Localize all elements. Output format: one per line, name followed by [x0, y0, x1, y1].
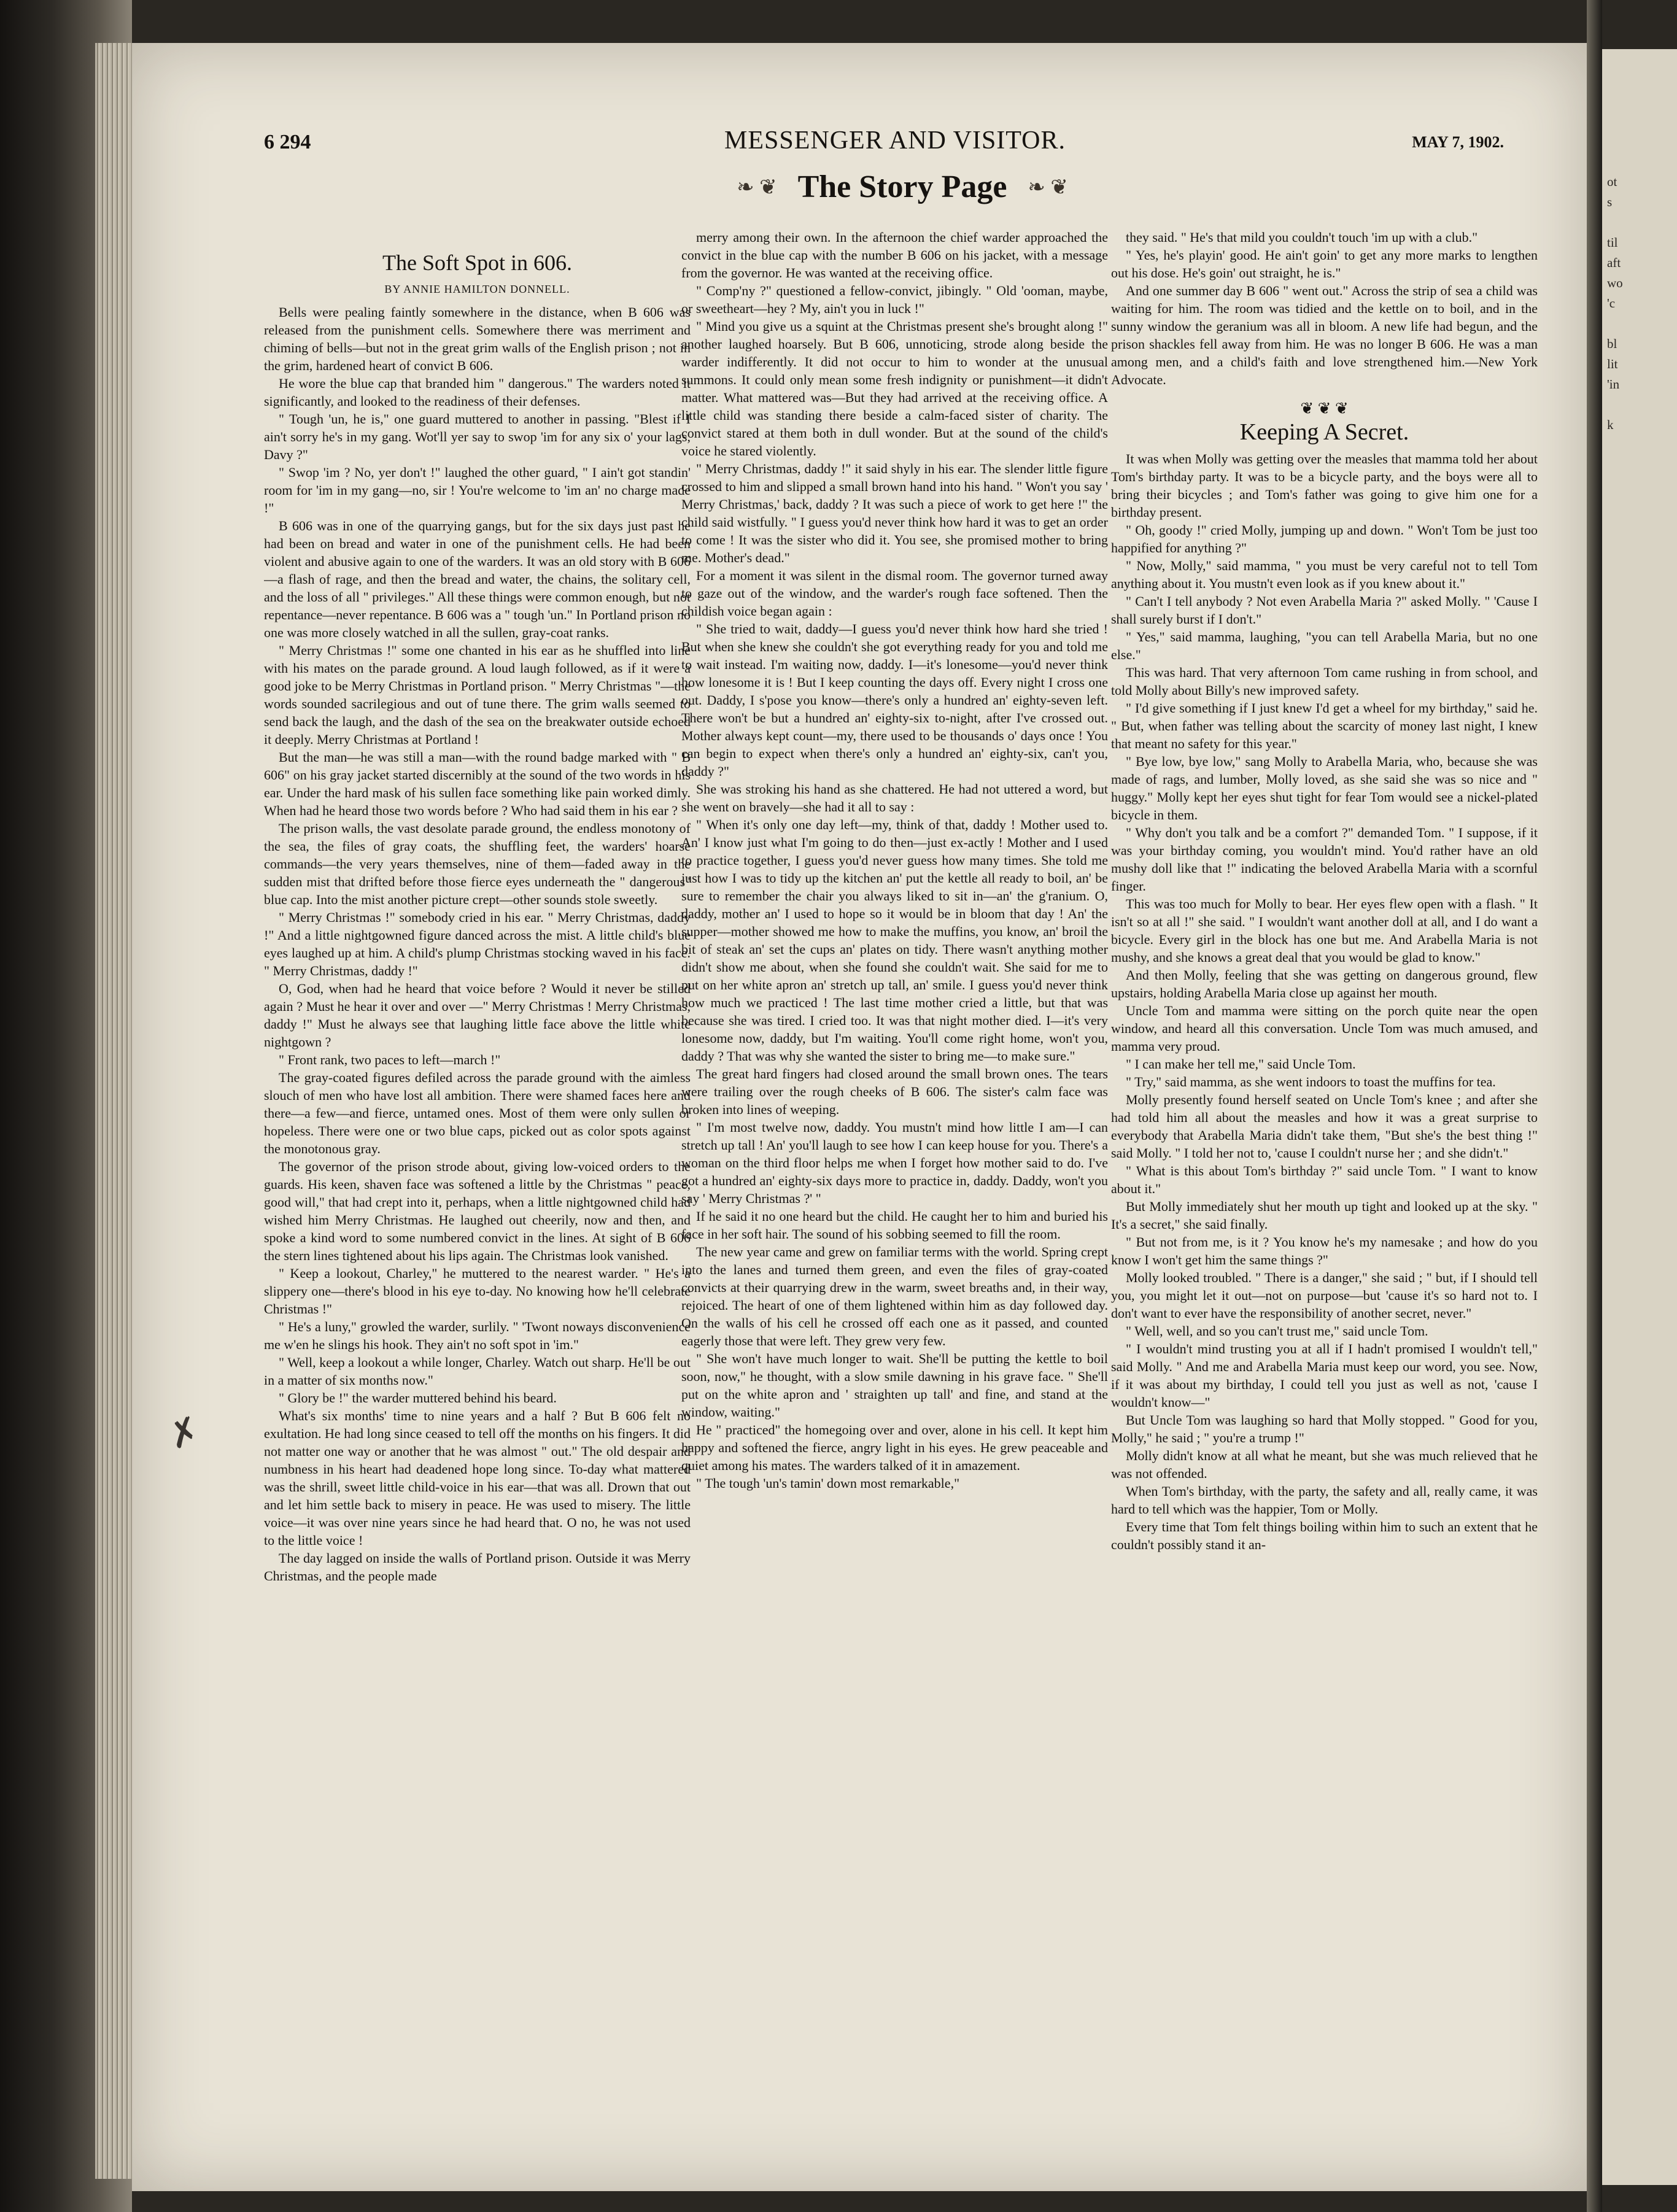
paragraph: The new year came and grew on familiar terms with the world. Spring crept into the lanes and turned them green, and even the files of gray-coated convicts at their quarrying drew in the warm, sweet breaths and, in their way, rejoiced. The heart of one of them lightened within him as day followed day. On the walls of his cell he crossed off each one as it passed, and counted eagerly those that were left. They grew very few.: [681, 1244, 1108, 1348]
paragraph: " Bye low, bye low," sang Molly to Arabella Maria, who, because she was made of rags, and lumber, Molly loved, as she said she was so nice and " huggy." Molly kept her eyes shut tight for fear Tom would see a nickel-plated bicycle in them.: [1111, 754, 1538, 822]
paragraph: " Yes," said mamma, laughing, "you can tell Arabella Maria, but no one else.": [1111, 629, 1538, 662]
book-binding: [0, 0, 132, 2212]
paragraph: " He's a luny," growled the warder, surlily. " 'Twont noways disconvenience me w'en he slings his hook. They ain't no soft spot in 'im.": [264, 1319, 691, 1352]
paragraph: Bells were pealing faintly somewhere in the distance, when B 606 was released from the punishment cells. Somewhere there was merriment and chiming of bells—but not in the great grim walls of the English prison ; not in the grim, hardened heart of convict B 606.: [264, 304, 691, 373]
paragraph: " But not from me, is it ? You know he's my namesake ; and how do you know I won't get him the same things ?": [1111, 1234, 1538, 1267]
adjacent-page-text: [1602, 49, 1677, 435]
issue-date: MAY 7, 1902.: [1412, 133, 1504, 151]
paragraph: This was hard. That very afternoon Tom came rushing in from school, and told Molly about Billy's new improved safety.: [1111, 665, 1538, 698]
paragraph: " Merry Christmas !" somebody cried in his ear. " Merry Christmas, daddy !" And a little nightgowned figure danced across the mist. A little child's blue eyes laughed up at him. A child's plump Christmas stocking waved in his face. " Merry Christmas, daddy !": [264, 910, 691, 978]
paragraph: " Yes, he's playin' good. He ain't goin' to get any more marks to lengthen out his dose. He's goin' out straight, he is.": [1111, 247, 1538, 280]
column-2: [681, 228, 1108, 2162]
fragment-line: 'c: [1607, 296, 1616, 311]
paragraph: " I can make her tell me," said Uncle Tom.: [1126, 1056, 1356, 1072]
paragraph: " I'd give something if I just knew I'd get a wheel for my birthday," said he. " But, when father was telling about the scarcity of money last night, I knew that meant no safety for this year.": [1111, 700, 1538, 751]
page-number: 6 294: [264, 131, 311, 153]
paragraph: " When it's only one day left—my, think of that, daddy ! Mother used to. An' I know just what I'm going to do then—just ex-actly ! Mother and I used to practice together, I guess you'd never guess how many times. She told me just how I was to tidy up the kitchen an' put the kettle all ready to boil, an' be sure to remember the chair you always liked to sit in—an' the g'ranium. O, daddy, mother an' I used to hope so it would be in bloom that day ! An' the supper—mother showed me how to make the muffins, you know, an' broil the bit of steak an' set the cups an' plates on tidy. There wasn't anything mother didn't show me about, when she found she couldn't wait. She said for me to put on her white apron an' stretch up tall, an' smile. I guess you'd never think how much we practiced ! The last time mother cried a little, but that was because she was tired. I cried too. It was that night mother died. I—it's very lonesome now, daddy, but I'm waiting. You'll come right home, won't you, daddy ? That was why she wanted the sister to bring me—to make sure.": [681, 817, 1108, 1064]
paragraph: He wore the blue cap that branded him " dangerous." The warders noted it significantly, and looked to the readiness of their defenses.: [264, 376, 691, 409]
fragment-line: aft: [1607, 255, 1621, 270]
paragraph: When Tom's birthday, with the party, the safety and all, really came, it was hard to tell which was the happier, Tom or Molly.: [1111, 1483, 1538, 1517]
paragraph: " Merry Christmas, daddy !" it said shyly in his ear. The slender little figure crossed to him and slipped a small brown hand into his hand. " Won't you say ' Merry Christmas,' back, daddy ? It was such a piece of work to get here !" the child said wistfully. " I guess you'd never think how hard it was to get an order to come ! It was the sister who did it. You see, she promised mother to bring me. Mother's dead.": [681, 461, 1108, 565]
column-1: [264, 252, 691, 2185]
paragraph: And then Molly, feeling that she was getting on dangerous ground, flew upstairs, holding Arabella Maria close up against her mouth.: [1111, 967, 1538, 1000]
paragraph: And one summer day B 606 " went out." Across the strip of sea a child was waiting for him. The room was tidied and the kettle on to boil, and in the sunny window the geranium was all in bloom. A new life had begun, and the prison shackles fell away from him. He was no longer B 606. He was a man among men, and a child's faith and love strengthened him.—New York Advocate.: [1111, 283, 1538, 387]
fragment-line: s: [1607, 195, 1613, 209]
story-title: Keeping A Secret.: [1239, 419, 1409, 445]
paragraph: " Well, keep a lookout a while longer, Charley. Watch out sharp. He'll be out in a matter of six months now.": [264, 1355, 691, 1388]
fragment-line: bl: [1607, 336, 1617, 351]
story-byline: BY ANNIE HAMILTON DONNELL.: [384, 283, 570, 295]
section-heading: [675, 169, 1129, 218]
paragraph: " Comp'ny ?" questioned a fellow-convict, jibingly. " Old 'ooman, maybe, or sweetheart—hey ? My, ain't you in luck !": [681, 283, 1108, 316]
column-3-body: [1111, 228, 1538, 389]
fragment-line: til: [1607, 235, 1618, 250]
paragraph: The day lagged on inside the walls of Portland prison. Outside it was Merry Christmas, and the people made: [264, 1550, 691, 1584]
page-edges: [95, 43, 132, 2179]
paragraph: The gray-coated figures defiled across the parade ground with the aimless slouch of men who have lost all ambition. There were shamed faces here and there—a few—and fierce, untamed ones. Most of them were only sullen or hopeless. There were one or two blue caps, picked out as color spots against the monotonous gray.: [264, 1070, 691, 1156]
fragment-line: [1607, 212, 1677, 233]
masthead: MESSENGER AND VISITOR.: [724, 126, 1066, 155]
paragraph: She was stroking his hand as she chattered. He had not uttered a word, but she went on bravely—she had it all to say :: [681, 781, 1108, 814]
paragraph: " She won't have much longer to wait. She'll be putting the kettle to boil soon, now," he thought, with a slow smile dawning in his grave face. " She'll put on the white apron and ' straighten up tall' and fine, and stand at the window, waiting.": [681, 1351, 1108, 1420]
paragraph: The great hard fingers had closed around the small brown ones. The tears were trailing over the rough cheeks of B 606. The sister's calm face was broken into lines of weeping.: [681, 1066, 1108, 1117]
column-1-body: [264, 303, 691, 1585]
fragment-line: [1607, 314, 1677, 334]
paragraph: The governor of the prison strode about, giving low-voiced orders to the guards. His keen, shaven face was softened a little by the Christmas " peace, good will," that had crept into it, perhaps, when a little nightgowned child had wished him Merry Christmas. He laughed out cheerily, now and then, and spoke a kind word to some numbered convict in the lines. At sight of B 606 the stern lines tightened about his lips again. The Christmas look vanished.: [264, 1159, 691, 1263]
paragraph: " Mind you give us a squint at the Christmas present she's brought along !" another laughed hoarsely. But B 606, unnoticing, strode along beside the warder indifferently. It did not occur to him to wonder at the unusual summons. It could only mean some fresh indignity or punishment—it didn't matter. What mattered was—But they had arrived at the receiving office. A little child was standing there beside a calm-faced sister of charity. The convict stared at them both in dull wonder. But at the sound of the child's voice he stared violently.: [681, 319, 1108, 458]
paragraph: " Tough 'un, he is," one guard muttered to another in passing. "Blest if I ain't sorry he's in my gang. Wot'll yer say to swop 'im for any six o' your lags, Davy ?": [264, 411, 691, 462]
paragraph: Molly didn't know at all what he meant, but she was much relieved that he was not offended.: [1111, 1448, 1538, 1481]
fragment-line: ot: [1607, 174, 1617, 189]
paragraph: But Molly immediately shut her mouth up tight and looked up at the sky. " It's a secret," she said finally.: [1111, 1199, 1538, 1232]
column-2-body: [681, 228, 1108, 1492]
adjacent-page: [1602, 49, 1677, 2185]
paragraph: For a moment it was silent in the dismal room. The governor turned away to gaze out of the window, and the warder's rough face softened. Then the childish voice began again :: [681, 568, 1108, 619]
paragraph: It was when Molly was getting over the measles that mamma told her about Tom's birthday party. It was to be a bicycle party, and the boys were all to bring their bicycles ; and Tom's father was going to give him one for a birthday present.: [1111, 451, 1538, 520]
fragment-line: lit: [1607, 357, 1618, 371]
ornament-right-icon: ❧ ❦: [1028, 176, 1068, 199]
paragraph: B 606 was in one of the quarrying gangs, but for the six days just past he had been on bread and water in one of the punishment cells. He had been violent and abusive again to one of the warders. It was an old story with B 606—a flash of rage, and then the bread and water, the chains, the solitary cell, and the loss of all " privileges." All these things were common enough, but not repentance—never repentance. B 606 was a " tough 'un." In Portland prison no one was more closely watched in all the sullen, gray-coat ranks.: [264, 518, 691, 640]
paragraph: Molly presently found herself seated on Uncle Tom's knee ; and after she had told him all about the measles and how it was a great surprise to everybody that Arabella Maria didn't take them, "But she's the best thing !" said Molly. " I told her not to, 'cause I couldn't nurse her ; and she didn't.": [1111, 1092, 1538, 1161]
paragraph: " Oh, goody !" cried Molly, jumping up and down. " Won't Tom be just too happified for anything ?": [1111, 522, 1538, 555]
fragment-line: 'in: [1607, 377, 1620, 392]
paragraph: " I'm most twelve now, daddy. You mustn't mind how little I am—I can stretch up tall ! An' you'll laugh to see how I can keep house for you. There's a woman on the third floor helps me when I forget how mother said to do. I've got a hundred an' eighty-six days more to practice in, daddy. Daddy, won't you say ' Merry Christmas ?' ": [681, 1120, 1108, 1206]
paragraph: " I wouldn't mind trusting you at all if I hadn't promised I wouldn't tell," said Molly. " And me and Arabella Maria must keep our word, you see. Now, if it was about my birthday, I could tell you just as well as not, 'cause I wouldn't know—": [1111, 1341, 1538, 1410]
paragraph: But the man—he was still a man—with the round badge marked with " B 606" on his gray jacket started discernibly at the sound of the two words in his ear. Under the hard mask of his sullen face something like pain worked dimly. When had he heard those two words before ? Who had said them in his ear ?: [264, 749, 691, 818]
paragraph: Every time that Tom felt things boiling within him to such an extent that he couldn't possibly stand it an-: [1111, 1519, 1538, 1552]
paragraph: " Keep a lookout, Charley," he muttered to the nearest warder. " He's a slippery one—there's blood in his eye to-day. No knowing how he'll celebrate Christmas !": [264, 1266, 691, 1317]
paragraph: This was too much for Molly to bear. Her eyes flew open with a flash. " It isn't so at all !" she said. " I wouldn't want another doll at all, and I do want a bicycle. Every girl in the block has one but me. And Arabella Maria is not mushy, and she knows a great deal that you would be glad to know.": [1111, 896, 1538, 965]
paragraph: " Front rank, two paces to left—march !": [279, 1052, 501, 1067]
paragraph: But Uncle Tom was laughing so hard that Molly stopped. " Good for you, Molly," he said ; " you're a trump !": [1111, 1412, 1538, 1445]
paragraph: O, God, when had he heard that voice before ? Would it never be stilled again ? Must he hear it over and over —" Merry Christmas ! Merry Christmas, daddy !" Must he always see that laughing little face above the little white nightgown ?: [264, 981, 691, 1050]
story-2-body: [1111, 450, 1538, 1553]
paragraph: " Glory be !" the warder muttered behind his beard.: [279, 1390, 557, 1406]
paragraph: " Well, well, and so you can't trust me," said uncle Tom.: [1126, 1323, 1428, 1339]
paragraph: " Now, Molly," said mamma, " you must be very careful not to tell Tom anything about it. You mustn't even look as if you knew about it.": [1111, 558, 1538, 591]
margin-mark: ✗: [163, 1409, 206, 1458]
fragment-line: k: [1607, 417, 1614, 432]
paragraph: " She tried to wait, daddy—I guess you'd never think how hard she tried ! But when she knew she couldn't she got everything ready for you and told me to wait instead. I'm waiting now, daddy. I—it's lonesome—you'd never think how lonesome it is ! But I keep counting the days off. Every night I cross one out. Daddy, I s'pose you know—there's only a hundred an' eighty-seven left. There won't be but a hundred an' eighty-six to-night, after I've crossed out. Mother always kept count—my, there used to be thousands o' days once ! You can begin to expect when there's only a hundred an' eighty-six, can't you, daddy ?": [681, 621, 1108, 779]
story-title: The Soft Spot in 606.: [382, 252, 572, 275]
paragraph: they said. " He's that mild you couldn't touch 'im up with a club.": [1126, 230, 1478, 245]
paragraph: He " practiced" the homegoing over and over, alone in his cell. It kept him happy and softened the fierce, angry light in his eyes. He grew peaceable and quiet among his mates. The warders talked of it in amazement.: [681, 1422, 1108, 1473]
ornament-left-icon: ❧ ❦: [737, 176, 777, 199]
paragraph: " Can't I tell anybody ? Not even Arabella Maria ?" asked Molly. " 'Cause I shall surely burst if I don't.": [1111, 594, 1538, 627]
paragraph: merry among their own. In the afternoon the chief warder approached the convict in the blue cap with the number B 606 on his jacket, with a message from the governor. He was wanted at the receiving office.: [681, 230, 1108, 280]
paragraph: The prison walls, the vast desolate parade ground, the endless monotony of the sea, the files of gray coats, the shuffling feet, the warders' hoarse commands—the very years themselves, nine of them—faded away in the sudden mist that drifted before those fierce eyes underneath the " dangerous" blue cap. Into the mist another picture crept—other sounds stole sweetly.: [264, 821, 691, 907]
fragment-line: [1607, 395, 1677, 415]
page-header: [264, 126, 1504, 163]
paragraph: Molly looked troubled. " There is a danger," she said ; " but, if I should tell you, you might let it out—not on purpose—but 'cause it's so hard not to. I don't want to ever have the responsibility of another secret, never.": [1111, 1270, 1538, 1321]
paragraph: " What is this about Tom's birthday ?" said uncle Tom. " I want to know about it.": [1111, 1163, 1538, 1196]
paragraph: " Why don't you talk and be a comfort ?" demanded Tom. " I suppose, if it was your birthday coming, you wouldn't mind. You'd rather have an old mushy doll like that !" indicating the beloved Arabella Maria with a scornful finger.: [1111, 825, 1538, 894]
paragraph: If he said it no one heard but the child. He caught her to him and buried his face in her soft hair. The sound of his sobbing seemed to fill the room.: [681, 1208, 1108, 1242]
column-3: [1111, 228, 1538, 2162]
paragraph: What's six months' time to nine years and a half ? But B 606 felt no exultation. He had long since ceased to tell off the months on his fingers. It did not matter one way or another that he was almost " out." The old despair and numbness in his heart had deadened hope long since. To-day what mattered was the shrill, sweet little child-voice in his ear—that was all. Drown that out and let him settle back to misery in peace. He was used to misery. The little voice—it was over nine years since he had heard that. O no, he was not used to the little voice !: [264, 1408, 691, 1548]
paragraph: " The tough 'un's tamin' down most remarkable,": [696, 1475, 960, 1491]
section-title: The Story Page: [797, 169, 1007, 204]
paragraph: " Merry Christmas !" some one chanted in his ear as he shuffled into line with his mates on the parade ground. A loud laugh followed, as if it were a good joke to be Merry Christmas in Portland prison. " Merry Christmas "—the words sounded sacrilegious and out of tune there. The grim walls seemed to send back the laugh, and the dash of the sea on the breakwater outside echoed it deeply. Merry Christmas at Portland !: [264, 643, 691, 747]
paragraph: " Swop 'im ? No, yer don't !" laughed the other guard, " I ain't got standin' room for 'im in my gang—no, sir ! You're welcome to 'im an' no charge made !": [264, 465, 691, 516]
paragraph: " Try," said mamma, as she went indoors to toast the muffins for tea.: [1126, 1074, 1496, 1089]
story-separator: ❦ ❦ ❦: [1300, 400, 1349, 417]
fragment-line: wo: [1607, 276, 1623, 290]
book-gutter: [1587, 0, 1602, 2212]
paragraph: Uncle Tom and mamma were sitting on the porch quite near the open window, and heard all this conversation. Uncle Tom was much amused, and mamma very proud.: [1111, 1003, 1538, 1054]
